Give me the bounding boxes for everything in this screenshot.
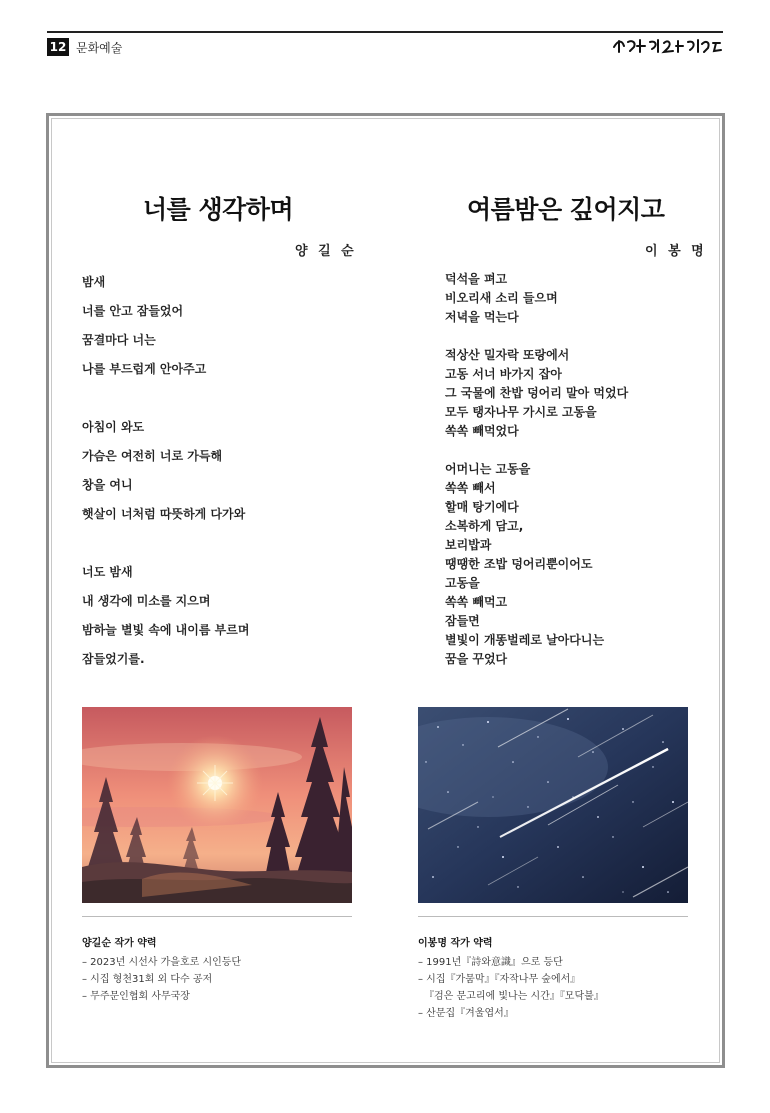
bio-item: – 1991년『詩와意識』으로 등단	[418, 957, 563, 968]
page-number: 12	[47, 38, 69, 56]
bio-item: – 산문집『겨울엽서』	[418, 1008, 514, 1019]
bio-divider-left	[82, 916, 352, 917]
header-rule	[47, 31, 723, 33]
poem-line: 보리밥과	[445, 538, 492, 552]
poem-line: 땡땡한 조밥 덩어리뿐이어도	[445, 557, 593, 571]
poem-line: 할매 탕기에다	[445, 500, 519, 514]
masthead-logo	[610, 34, 724, 56]
bio-heading: 이봉명 작가 약력	[418, 938, 493, 949]
poem-line: 덕석을 펴고	[445, 272, 508, 286]
poem-line: 쏙쏙 빼먹었다	[445, 424, 519, 438]
poem-line: 나를 부드럽게 안아주고	[82, 362, 207, 376]
poem-title-right: 여름밤은 깊어지고	[467, 195, 665, 224]
poem-author-right: 이 봉 명	[645, 244, 707, 259]
bio-heading: 양길순 작가 약력	[82, 938, 157, 949]
bio-item: – 2023년 시선사 가을호로 시인등단	[82, 957, 242, 968]
poem-line: 적상산 밀자락 또랑에서	[445, 348, 570, 362]
poem-line: 비오리새 소리 들으며	[445, 291, 558, 305]
bio-item: – 무주문인협회 사무국장	[82, 991, 190, 1002]
poem-line: 고동을	[445, 576, 480, 590]
poem-line: 그 국물에 찬밥 덩어리 말아 먹었다	[445, 386, 629, 400]
poem-line: 햇살이 너처럼 따뜻하게 다가와	[82, 507, 246, 521]
poem-line: 별빛이 개똥벌레로 날아다니는	[445, 633, 605, 647]
poem-author-left: 양 길 순	[295, 244, 357, 259]
stanza	[82, 558, 382, 674]
poem-line: 모두 탱자나무 가시로 고동을	[445, 405, 597, 419]
author-bio-left	[82, 935, 241, 1005]
bio-item: – 시집 형천31회 외 다수 공저	[82, 974, 213, 985]
poem-line: 너를 안고 잠들었어	[82, 304, 184, 318]
poem-line: 꿈결마다 너는	[82, 333, 156, 347]
stanza	[82, 413, 382, 529]
stanza	[445, 346, 725, 441]
section-label: 문화예술	[76, 41, 123, 55]
stanza	[82, 268, 382, 384]
stanza	[445, 270, 725, 327]
poem-line: 내 생각에 미소를 지으며	[82, 594, 211, 608]
poem-body-left	[82, 268, 382, 703]
sunset-forest-photo	[82, 707, 352, 903]
stanza	[445, 460, 725, 669]
poem-line: 너도 밤새	[82, 565, 133, 579]
poem-line: 쏙쏙 빼서	[445, 481, 496, 495]
poem-line: 꿈을 꾸었다	[445, 652, 508, 666]
poem-line: 어머니는 고동을	[445, 462, 531, 476]
poem-line: 저녁을 먹는다	[445, 310, 519, 324]
poem-line: 소복하게 담고,	[445, 519, 524, 533]
bio-item: 『검은 문고리에 빛나는 시간』『모닥불』	[424, 991, 604, 1002]
author-bio-right	[418, 935, 604, 1022]
poem-line: 아침이 와도	[82, 420, 145, 434]
bio-item: – 시집『가뭄막』『자작나무 숲에서』	[418, 974, 581, 985]
poem-body-right	[445, 270, 725, 688]
meteor-shower-photo	[418, 707, 688, 903]
poem-line: 잠들었기를.	[82, 652, 145, 666]
poem-line: 밤하늘 별빛 속에 내이름 부르며	[82, 623, 250, 637]
poem-line: 쏙쏙 빼먹고	[445, 595, 508, 609]
poem-title-left: 너를 생각하며	[143, 195, 294, 224]
poem-line: 고동 서너 바가지 잡아	[445, 367, 562, 381]
poem-line: 창을 여니	[82, 478, 133, 492]
bio-divider-right	[418, 916, 688, 917]
poem-line: 가슴은 여전히 너로 가득해	[82, 449, 223, 463]
poem-line: 밤새	[82, 275, 106, 289]
poem-line: 잠들면	[445, 614, 480, 628]
